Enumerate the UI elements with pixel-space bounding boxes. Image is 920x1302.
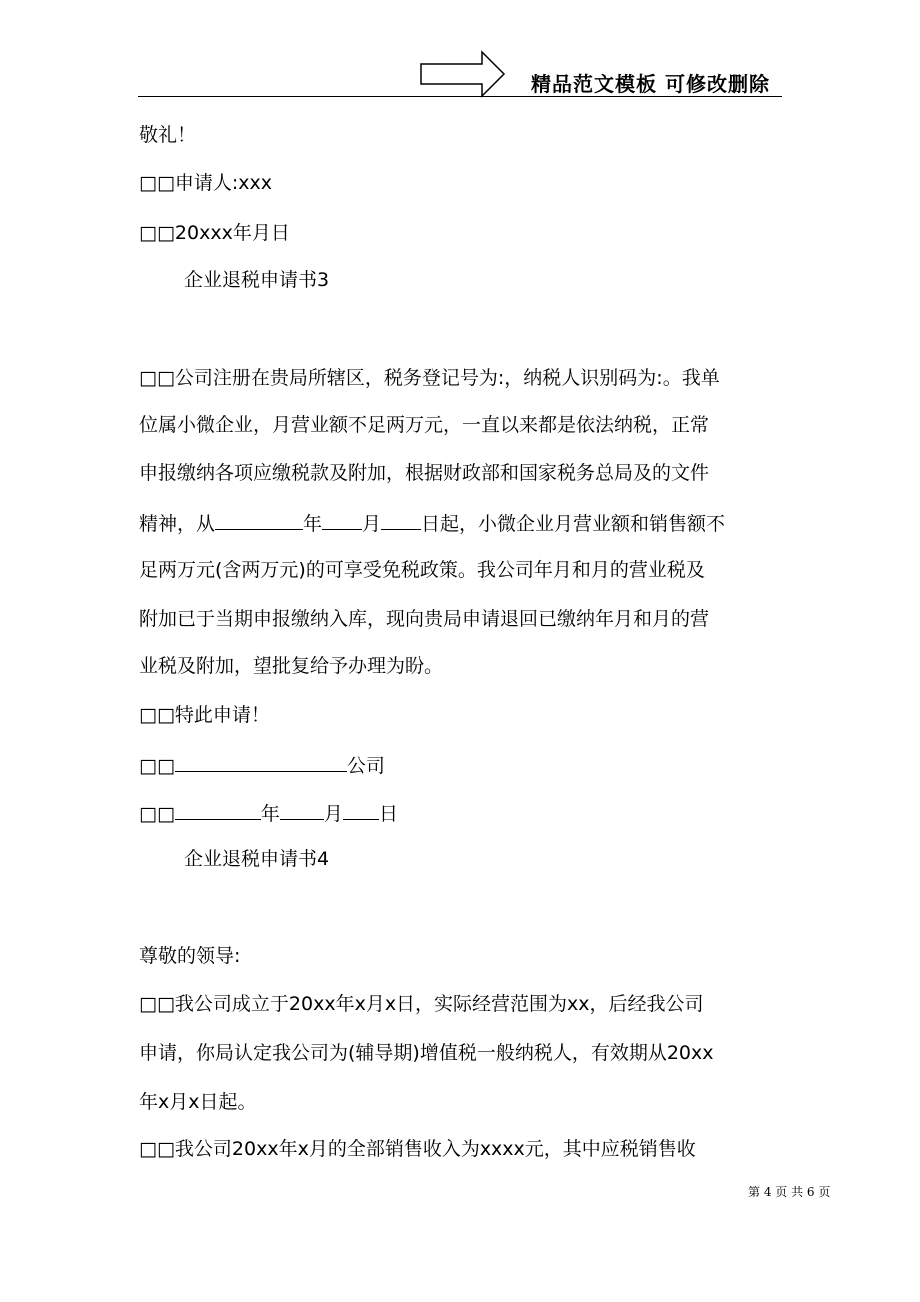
page-number: 第 4 页 共 6 页: [748, 1185, 831, 1199]
text-segment: 日起，小微企业月营业额和销售额不: [421, 513, 726, 535]
paragraph-line: 位属小微企业，月营业额不足两万元，一直以来都是依法纳税，正常: [139, 414, 710, 436]
text-segment: 月: [323, 803, 343, 825]
paragraph-line: 足两万元(含两万元)的可享受免税政策。我公司年月和月的营业税及: [139, 559, 705, 581]
section-title-4: 企业退税申请书4: [184, 848, 330, 870]
request-closing: □□特此申请！: [139, 704, 270, 726]
text-segment: 日: [378, 803, 398, 825]
paragraph-line: 年x月x日起。: [139, 1091, 257, 1113]
paragraph-line: □□我公司20xx年x月的全部销售收入为xxxx元，其中应税销售收: [139, 1138, 696, 1160]
blank-underline: [322, 509, 362, 530]
paragraph-line: 申请，你局认定我公司为(辅导期)增值税一般纳税人，有效期从20xx: [139, 1042, 714, 1064]
paragraph-line-with-blanks: [139, 509, 725, 537]
text-segment: 公司: [346, 755, 385, 777]
date-line: □□20xxx年月日: [139, 222, 290, 244]
indent-marker: □□: [139, 803, 175, 825]
paragraph-line: 业税及附加，望批复给予办理为盼。: [139, 655, 444, 677]
blank-underline: [280, 799, 324, 820]
paragraph-line: 附加已于当期申报缴纳入库，现向贵局申请退回已缴纳年月和月的营: [139, 608, 710, 630]
text-segment: 年: [260, 803, 280, 825]
blank-underline: [215, 509, 303, 530]
indent-marker: □□: [139, 755, 175, 777]
signature-date-line: [139, 799, 398, 827]
arrow-icon: [420, 50, 506, 98]
company-signature-line: [139, 751, 385, 779]
text-segment: 月: [362, 513, 382, 535]
closing-salutation: 敬礼！: [139, 124, 197, 146]
text-segment: 年: [303, 513, 323, 535]
header-rule: [138, 96, 782, 97]
blank-underline: [381, 509, 421, 530]
text-segment: 精神，从: [139, 513, 216, 535]
paragraph-line: □□公司注册在贵局所辖区，税务登记号为:，纳税人识别码为:。我单: [139, 367, 720, 389]
section-title-3: 企业退税申请书3: [184, 269, 330, 291]
blank-underline: [175, 799, 261, 820]
paragraph-line: □□我公司成立于20xx年x月x日，实际经营范围为xx，后经我公司: [139, 993, 704, 1015]
salutation: 尊敬的领导:: [139, 945, 241, 967]
applicant-line: □□申请人:xxx: [139, 172, 273, 194]
header-title: 精品范文模板 可修改删除: [531, 72, 770, 96]
paragraph-line: 申报缴纳各项应缴税款及附加，根据财政部和国家税务总局及的文件: [139, 462, 710, 484]
blank-underline: [175, 751, 347, 772]
blank-underline: [343, 799, 379, 820]
